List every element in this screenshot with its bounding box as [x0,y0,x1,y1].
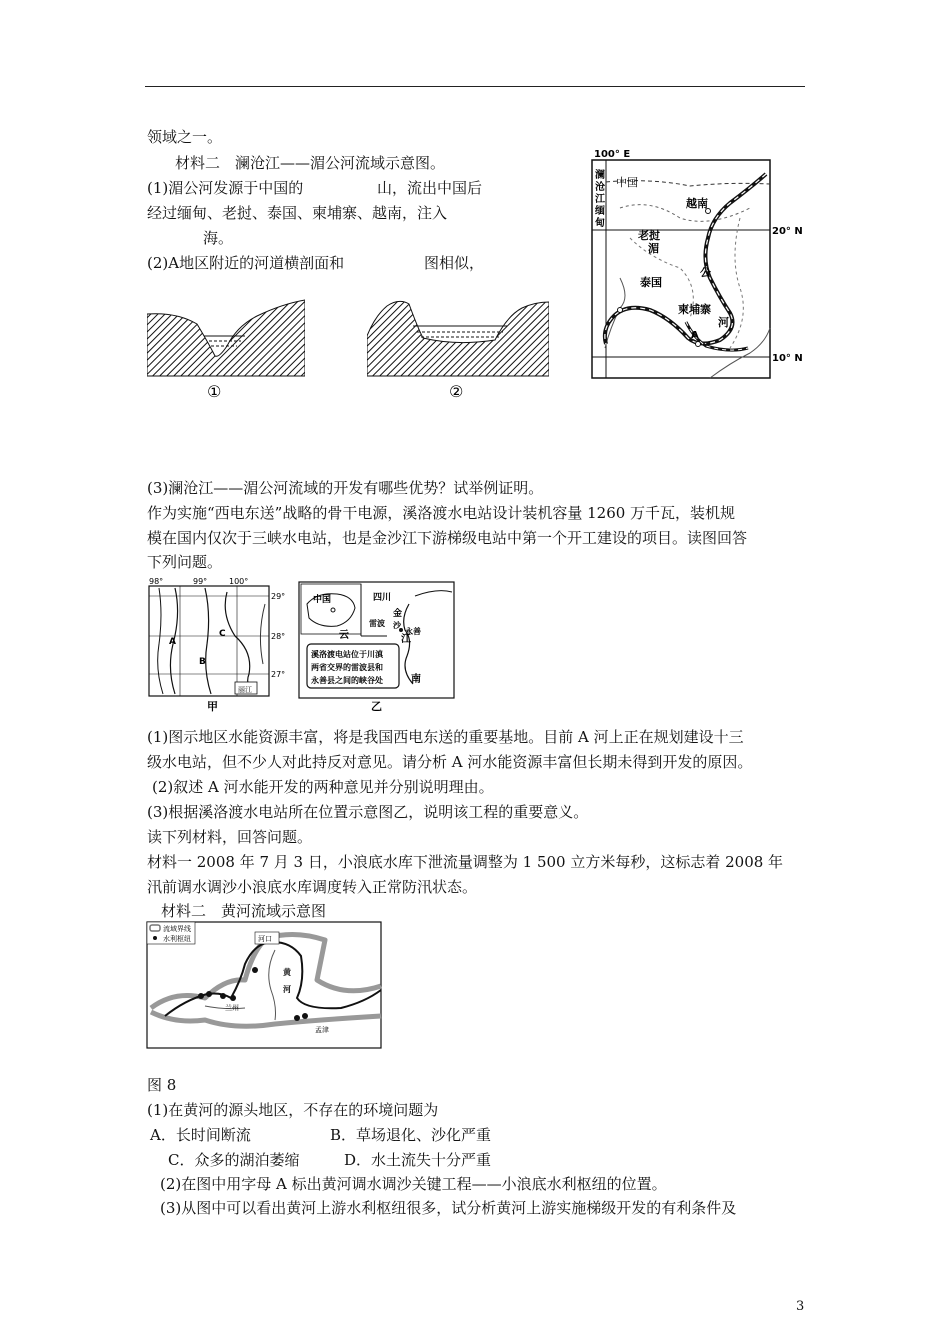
map-country-label: 中国 [616,176,638,189]
map-label: 河口 [258,935,272,943]
map-lon-label: 99° [193,577,208,586]
cross-section-1 [147,296,305,404]
map-point-label: A [691,330,699,341]
header-rule [145,86,805,87]
text-line: 领域之一。 [147,128,223,146]
legend-label: 流域界线 [163,925,191,933]
text-line: (3)根据溪洛渡水电站所在位置示意图乙，说明该工程的重要意义。 [147,803,589,821]
page-number: 3 [796,1299,805,1314]
yellow-river-map [145,920,383,1050]
map-city-label: 丽江 [238,686,252,694]
text-line: 汛前调水调沙小浪底水库调度转入正常防汛状态。 [147,878,478,896]
map-country-label: 缅 [595,206,605,217]
map-lat-label: 29° [271,592,286,601]
text-line: (1)图示地区水能资源丰富，将是我国西电东送的重要基地。目前 A 河上正在规划建设十三 [147,728,744,746]
text-line: 山，流出中国后 [377,179,483,197]
material-title: 材料二 黄河流域示意图 [161,902,327,920]
question-text: (3)从图中可以看出黄河上游水利枢纽很多，试分析黄河上游实施梯级开发的有利条件及 [160,1199,737,1217]
option-a: A．长时间断流 [150,1126,251,1144]
map-label: 四川 [373,593,392,603]
map-river-label: 河 [718,316,729,329]
map-label: 雷波 [369,619,385,628]
map-river-label: 公 [700,266,711,279]
text-line: 海。 [203,229,234,247]
text-line: 读下列材料，回答问题。 [147,828,313,846]
text-line: 模在国内仅次于三峡水电站，也是金沙江下游梯级电站中第一个开工建设的项目。读图回答 [147,529,748,547]
map-label: 云 [339,630,349,641]
legend-label: 水利枢纽 [163,935,191,943]
map-river-label: B [199,657,206,667]
cross-section-2 [367,296,549,404]
map-country-label: 老挝 [638,229,660,242]
map-country-label: 柬埔寨 [678,303,711,316]
map-country-label: 甸 [595,218,605,229]
map-label: 孟津 [315,1026,329,1034]
map-country-label: 越南 [686,197,708,210]
section-label: ② [449,382,464,401]
map-lon-label: 98° [149,577,164,586]
map-label: 兰州 [225,1004,239,1012]
text-line: 作为实施“西电东送”战略的骨干电源，溪洛渡水电站设计装机容量 1260 万千瓦，装机规 [147,504,736,522]
map-river-label: A [169,637,176,647]
text-line: (2)叙述 A 河水能开发的两种意见并分别说明理由。 [152,778,494,796]
figure-caption: 图 8 [147,1076,177,1094]
map-label: 金 [393,609,403,619]
text-line: 下列问题。 [147,553,223,571]
map-note: 永善县之间的峡谷处 [311,676,383,685]
map-river-label: 沧 [595,182,605,193]
map-label: 永善 [405,627,421,636]
map-river-label: C [219,629,226,639]
map-yi [297,574,457,712]
text-line: 材料一 2008 年 7 月 3 日，小浪底水库下泄流量调整为 1 500 立方米每秒，这标志着 2008 年 [147,853,784,871]
map-caption: 乙 [371,700,382,712]
map-lat-label: 28° [271,632,286,641]
text-line: (2)A地区附近的河道横剖面和 [147,254,345,272]
question-text: (2)在图中用字母 A 标出黄河调水调沙关键工程——小浪底水利枢纽的位置。 [160,1175,667,1193]
text-line: 经过缅甸、老挝、泰国、柬埔寨、越南，注入 [147,204,448,222]
map-label: 河 [283,985,291,994]
map-label: 沙 [393,621,401,630]
map-lon-label: 100° [229,577,249,586]
map-jia [145,574,290,712]
map-river-label: 澜 [595,170,605,181]
map-label: 南 [411,674,421,685]
text-line: 图相似， [424,254,485,272]
map-label: 黄 [283,968,291,977]
option-b: B．草场退化、沙化严重 [330,1126,492,1144]
text-line: 级水电站，但不少人对此持反对意见。请分析 A 河水能资源丰富但长期未得到开发的原因。 [147,753,753,771]
text-line: (1)湄公河发源于中国的 [147,179,304,197]
map-caption: 甲 [207,700,218,712]
map-note: 两省交界的雷波县和 [311,663,383,672]
option-d: D．水土流失十分严重 [344,1151,492,1169]
map-lat-label: 27° [271,670,286,679]
map-lon-label: 100° E [594,149,631,160]
map-river-label: 湄 [648,242,659,255]
option-c: C．众多的湖泊萎缩 [168,1151,300,1169]
map-river-label: 江 [595,194,605,205]
material-title: 材料二 澜沧江——湄公河流域示意图。 [175,154,446,172]
section-label: ① [207,382,222,401]
map-lat-label: 20° N [772,226,803,237]
map-label: 江 [401,634,411,645]
map-label: 中国 [313,595,332,605]
mekong-basin-map [590,148,808,380]
map-country-label: 泰国 [640,276,662,289]
question-text: (1)在黄河的源头地区，不存在的环境问题为 [147,1101,439,1119]
map-note: 溪洛渡电站位于川滇 [311,650,383,659]
text-line: (3)澜沧江——湄公河流域的开发有哪些优势？试举例证明。 [147,479,544,497]
map-lat-label: 10° N [772,353,803,364]
